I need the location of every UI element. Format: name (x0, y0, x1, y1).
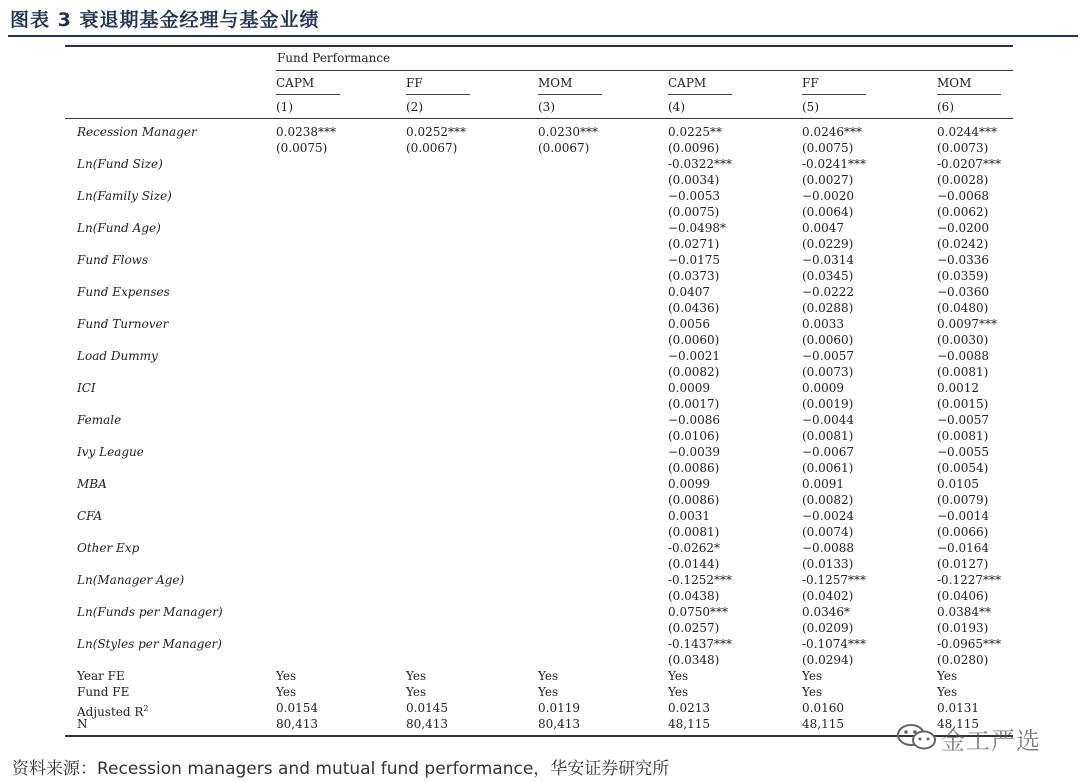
column-model-label: CAPM (276, 76, 340, 95)
watermark (895, 717, 1055, 757)
coefficient-cell: −0.0088 (937, 349, 990, 363)
variable-name: Fund Turnover (77, 317, 169, 331)
column-model-label: MOM (538, 76, 602, 95)
footer-label-text: Adjusted R (77, 705, 144, 719)
variable-name: CFA (77, 509, 103, 523)
coefficient-cell: 0.0031 (668, 509, 710, 523)
column-model-name (668, 76, 732, 95)
coefficient-cell: 0.0252*** (406, 125, 466, 139)
watermark-text: 金工严选 (941, 727, 1041, 755)
column-number: (4) (668, 100, 685, 114)
std-error-cell: (0.0074) (802, 525, 854, 539)
std-error-cell: (0.0106) (668, 429, 720, 443)
footer-value: Yes (937, 669, 958, 683)
coefficient-cell: −0.0314 (802, 253, 855, 267)
std-error-cell: (0.0373) (668, 269, 720, 283)
std-error-cell: (0.0081) (937, 429, 989, 443)
variable-name: Ln(Family Size) (77, 189, 172, 203)
coefficient-cell: 0.0246*** (802, 125, 862, 139)
column-model-name (276, 76, 340, 95)
coefficient-cell: 0.0225** (668, 125, 722, 139)
std-error-cell: (0.0242) (937, 237, 989, 251)
coefficient-cell: −0.0021 (668, 349, 721, 363)
coefficient-cell: −0.0044 (802, 413, 855, 427)
variable-name: Ln(Styles per Manager) (77, 637, 222, 651)
column-number: (2) (406, 100, 423, 114)
std-error-cell: (0.0480) (937, 301, 989, 315)
coefficient-cell: 0.0056 (668, 317, 710, 331)
std-error-cell: (0.0348) (668, 653, 720, 667)
coefficient-cell: −0.0336 (937, 253, 990, 267)
coefficient-cell: 0.0099 (668, 477, 710, 491)
coefficient-cell: 0.0238*** (276, 125, 336, 139)
std-error-cell: (0.0027) (802, 173, 854, 187)
variable-name: Female (77, 413, 122, 427)
footer-value: Yes (538, 669, 559, 683)
std-error-cell: (0.0288) (802, 301, 854, 315)
coefficient-cell: 0.0384** (937, 605, 991, 619)
std-error-cell: (0.0028) (937, 173, 989, 187)
footer-value: Yes (937, 685, 958, 699)
variable-name: Load Dummy (77, 349, 158, 363)
footer-value: Yes (538, 685, 559, 699)
footer-value: 80,413 (406, 717, 448, 731)
coefficient-cell: −0.0057 (937, 413, 990, 427)
footer-label-superscript: 2 (143, 704, 149, 713)
footer-value: 80,413 (276, 717, 318, 731)
coefficient-cell: -0.1257*** (802, 573, 867, 587)
coefficient-cell: −0.0014 (937, 509, 990, 523)
std-error-cell: (0.0096) (668, 141, 720, 155)
coefficient-cell: 0.0012 (937, 381, 979, 395)
coefficient-cell: 0.0009 (668, 381, 710, 395)
coefficient-cell: 0.0244*** (937, 125, 997, 139)
std-error-cell: (0.0067) (406, 141, 458, 155)
column-model-name (937, 76, 1001, 95)
std-error-cell: (0.0067) (538, 141, 590, 155)
std-error-cell: (0.0280) (937, 653, 989, 667)
footer-value: 0.0154 (276, 701, 318, 715)
coefficient-cell: -0.1227*** (937, 573, 1002, 587)
std-error-cell: (0.0066) (937, 525, 989, 539)
column-model-name (538, 76, 602, 95)
header-bottom-rule (65, 118, 1013, 119)
coefficient-cell: 0.0230*** (538, 125, 598, 139)
footer-value: 0.0119 (538, 701, 580, 715)
variable-name: Ivy League (77, 445, 144, 459)
std-error-cell: (0.0082) (668, 365, 720, 379)
footer-label-text: Fund FE (77, 685, 130, 699)
variable-name: Fund Flows (77, 253, 149, 267)
group-header: Fund Performance (277, 51, 391, 65)
coefficient-cell: -0.1074*** (802, 637, 867, 651)
std-error-cell: (0.0015) (937, 397, 989, 411)
coefficient-cell: −0.0164 (937, 541, 990, 555)
footer-label-text: N (77, 717, 88, 731)
std-error-cell: (0.0060) (802, 333, 854, 347)
std-error-cell: (0.0075) (668, 205, 720, 219)
table-bottom-rule (65, 735, 1013, 737)
std-error-cell: (0.0257) (668, 621, 720, 635)
std-error-cell: (0.0081) (937, 365, 989, 379)
std-error-cell: (0.0086) (668, 461, 720, 475)
coefficient-cell: −0.0088 (802, 541, 855, 555)
std-error-cell: (0.0086) (668, 493, 720, 507)
coefficient-cell: 0.0033 (802, 317, 844, 331)
wechat-icon (895, 721, 939, 753)
std-error-cell: (0.0064) (802, 205, 854, 219)
coefficient-cell: −0.0086 (668, 413, 721, 427)
variable-name: ICI (77, 381, 96, 395)
coefficient-cell: 0.0750*** (668, 605, 728, 619)
std-error-cell: (0.0075) (802, 141, 854, 155)
std-error-cell: (0.0359) (937, 269, 989, 283)
coefficient-cell: -0.1252*** (668, 573, 733, 587)
std-error-cell: (0.0082) (802, 493, 854, 507)
footer-label (77, 717, 88, 732)
coefficient-cell: −0.0057 (802, 349, 855, 363)
coefficient-cell: −0.0200 (937, 221, 990, 235)
std-error-cell: (0.0127) (937, 557, 989, 571)
footer-value: 0.0145 (406, 701, 448, 715)
column-model-label: FF (406, 76, 470, 95)
footer-value: 80,413 (538, 717, 580, 731)
footer-value: Yes (406, 685, 427, 699)
std-error-cell: (0.0030) (937, 333, 989, 347)
std-error-cell: (0.0019) (802, 397, 854, 411)
std-error-cell: (0.0406) (937, 589, 989, 603)
coefficient-cell: −0.0020 (802, 189, 855, 203)
coefficient-cell: -0.0322*** (668, 157, 733, 171)
std-error-cell: (0.0345) (802, 269, 854, 283)
std-error-cell: (0.0402) (802, 589, 854, 603)
coefficient-cell: 0.0047 (802, 221, 844, 235)
std-error-cell: (0.0193) (937, 621, 989, 635)
column-model-name (802, 76, 866, 95)
footer-value: 48,115 (937, 717, 979, 731)
footer-value: Yes (668, 685, 689, 699)
std-error-cell: (0.0017) (668, 397, 720, 411)
coefficient-cell: -0.0262* (668, 541, 721, 555)
footer-value: 48,115 (802, 717, 844, 731)
column-number: (6) (937, 100, 954, 114)
footer-value: 0.0160 (802, 701, 844, 715)
column-model-label: CAPM (668, 76, 732, 95)
variable-name: Ln(Funds per Manager) (77, 605, 223, 619)
footer-label-text: Year FE (77, 669, 125, 683)
coefficient-cell: −0.0067 (802, 445, 855, 459)
group-header-rule (276, 70, 1013, 71)
std-error-cell: (0.0133) (802, 557, 854, 571)
coefficient-cell: −0.0360 (937, 285, 990, 299)
coefficient-cell: −0.0055 (937, 445, 990, 459)
coefficient-cell: 0.0346* (802, 605, 850, 619)
std-error-cell: (0.0073) (937, 141, 989, 155)
coefficient-cell: −0.0024 (802, 509, 855, 523)
variable-name: Ln(Fund Age) (77, 221, 161, 235)
std-error-cell: (0.0075) (276, 141, 328, 155)
std-error-cell: (0.0073) (802, 365, 854, 379)
coefficient-cell: 0.0097*** (937, 317, 997, 331)
table-top-rule (65, 45, 1013, 47)
coefficient-cell: −0.0222 (802, 285, 855, 299)
footer-value: Yes (802, 669, 823, 683)
footer-value: Yes (276, 669, 297, 683)
std-error-cell: (0.0060) (668, 333, 720, 347)
coefficient-cell: −0.0039 (668, 445, 721, 459)
coefficient-cell: -0.0207*** (937, 157, 1002, 171)
column-number: (3) (538, 100, 555, 114)
footer-value: Yes (406, 669, 427, 683)
std-error-cell: (0.0061) (802, 461, 854, 475)
variable-name: MBA (77, 477, 107, 491)
footer-value: 0.0213 (668, 701, 710, 715)
footer-value: 48,115 (668, 717, 710, 731)
footer-value: Yes (668, 669, 689, 683)
std-error-cell: (0.0034) (668, 173, 720, 187)
variable-name: Ln(Fund Size) (77, 157, 163, 171)
std-error-cell: (0.0079) (937, 493, 989, 507)
coefficient-cell: −0.0498* (668, 221, 727, 235)
std-error-cell: (0.0229) (802, 237, 854, 251)
coefficient-cell: -0.0241*** (802, 157, 867, 171)
coefficient-cell: 0.0091 (802, 477, 844, 491)
column-number: (5) (802, 100, 819, 114)
std-error-cell: (0.0054) (937, 461, 989, 475)
std-error-cell: (0.0081) (802, 429, 854, 443)
std-error-cell: (0.0294) (802, 653, 854, 667)
coefficient-cell: -0.0965*** (937, 637, 1002, 651)
footer-label (77, 685, 129, 700)
source-note: 资料来源：Recession managers and mutual fund performance，华安证券研究所 (12, 759, 670, 779)
std-error-cell: (0.0438) (668, 589, 720, 603)
title-rule (8, 35, 1078, 37)
coefficient-cell: 0.0105 (937, 477, 979, 491)
figure-title: 图表 3 衰退期基金经理与基金业绩 (10, 9, 320, 31)
coefficient-cell: -0.1437*** (668, 637, 733, 651)
variable-name: Recession Manager (77, 125, 197, 139)
footer-label (77, 701, 149, 720)
footer-value: Yes (802, 685, 823, 699)
std-error-cell: (0.0081) (668, 525, 720, 539)
coefficient-cell: −0.0068 (937, 189, 990, 203)
std-error-cell: (0.0436) (668, 301, 720, 315)
coefficient-cell: 0.0009 (802, 381, 844, 395)
coefficient-cell: 0.0407 (668, 285, 710, 299)
std-error-cell: (0.0271) (668, 237, 720, 251)
std-error-cell: (0.0144) (668, 557, 720, 571)
coefficient-cell: −0.0053 (668, 189, 721, 203)
coefficient-cell: −0.0175 (668, 253, 721, 267)
variable-name: Other Exp (77, 541, 140, 555)
column-model-name (406, 76, 470, 95)
column-number: (1) (276, 100, 293, 114)
variable-name: Fund Expenses (77, 285, 170, 299)
footer-label (77, 669, 125, 684)
footer-value: 0.0131 (937, 701, 979, 715)
std-error-cell: (0.0209) (802, 621, 854, 635)
footer-value: Yes (276, 685, 297, 699)
column-model-label: MOM (937, 76, 1001, 95)
column-model-label: FF (802, 76, 866, 95)
variable-name: Ln(Manager Age) (77, 573, 185, 587)
std-error-cell: (0.0062) (937, 205, 989, 219)
